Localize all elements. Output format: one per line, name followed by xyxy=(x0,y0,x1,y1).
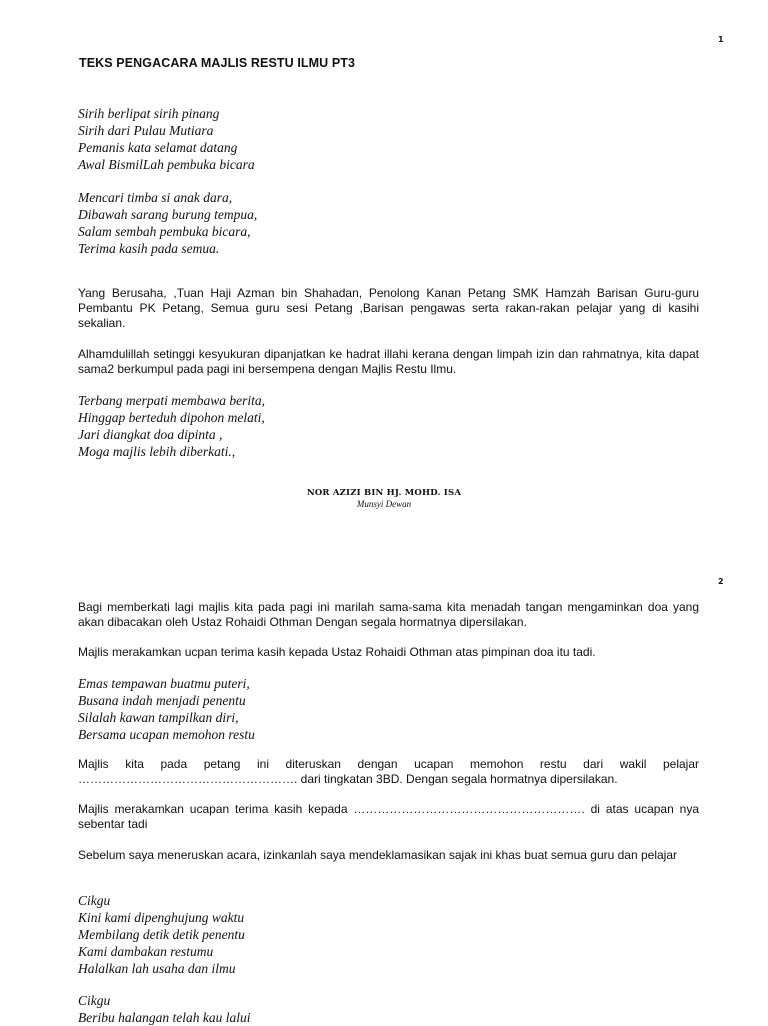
verse-line: Silalah kawan tampilkan diri, xyxy=(78,710,239,725)
verse-line: Pemanis kata selamat datang xyxy=(78,140,238,155)
verse-line: Kini kami dipenghujung waktu xyxy=(78,910,245,925)
thanks-ustaz-paragraph: Majlis merakamkan ucpan terima kasih kepada Ustaz Rohaidi Othman atas pimpinan doa itu tadi. xyxy=(78,645,596,659)
student-speech-paragraph: Majlis kita pada petang ini diteruskan dengan ucapan memohon restu dari wakil pelajar ………………………………………………. dari tingkatan 3BD. Dengan segala hormatnya dipersilakan. xyxy=(78,757,699,786)
verse-line: Bersama ucapan memohon restu xyxy=(78,727,255,742)
verse-line: Terima kasih pada semua. xyxy=(78,241,220,256)
doa-paragraph: Bagi memberkati lagi majlis kita pada pagi ini marilah sama-sama kita menadah tangan mengaminkan doa yang akan dibacakan oleh Ustaz Rohaidi Othman Dengan segala hormatnya dipersilakan. xyxy=(78,600,699,629)
verse-line: Busana indah menjadi penentu xyxy=(78,693,246,708)
verse-line: Cikgu xyxy=(78,893,111,908)
verse-line: Hinggap berteduh dipohon melati, xyxy=(78,410,265,425)
verse-line: Awal BismilLah pembuka bicara xyxy=(78,157,255,172)
verse-line: Terbang merpati membawa berita, xyxy=(78,393,266,408)
verse-line: Sirih berlipat sirih pinang xyxy=(78,106,220,121)
verse-line: Kami dambakan restumu xyxy=(78,944,214,959)
thanks-student-paragraph: Majlis merakamkan ucapan terima kasih kepada …………………………………………………. di atas ucapan nya sebentar tadi xyxy=(78,802,699,831)
verse-line: Emas tempawan buatmu puteri, xyxy=(78,676,250,691)
salutation-paragraph: Yang Berusaha, ,Tuan Haji Azman bin Shahadan, Penolong Kanan Petang SMK Hamzah Barisan Guru-guru Pembantu PK Petang, Semua guru sesi Petang ,Barisan pengawas serta rakan-rakan pelajar yang di kasihi sekalian. xyxy=(78,286,699,330)
signature-name: NOR AZIZI BIN HJ. MOHD. ISA xyxy=(306,488,462,498)
sajak-intro-paragraph: Sebelum saya meneruskan acara, izinkanlah saya mendeklamasikan sajak ini khas buat semua guru dan pelajar xyxy=(78,848,678,862)
verse-line: Halalkan lah usaha dan ilmu xyxy=(78,961,236,976)
page-number: 1 xyxy=(718,35,724,44)
pantun-opening xyxy=(78,105,255,173)
signature-block xyxy=(0,488,768,509)
verse-line: Sirih dari Pulau Mutiara xyxy=(78,123,214,138)
verse-line: Beribu halangan telah kau lalui xyxy=(78,1010,251,1025)
verse-line: Cikgu xyxy=(78,993,111,1008)
verse-line: Dibawah sarang burung tempua, xyxy=(78,207,258,222)
signature-role: Munsyi Dewan xyxy=(356,499,412,509)
page-number: 2 xyxy=(718,577,724,586)
verse-line: Moga majlis lebih diberkati., xyxy=(78,444,236,459)
verse-line: Salam sembah pembuka bicara, xyxy=(78,224,251,239)
pantun-invite xyxy=(78,675,255,743)
sajak-stanza xyxy=(78,992,250,1026)
verse-line: Mencari timba si anak dara, xyxy=(78,190,233,205)
sajak-stanza xyxy=(78,892,245,977)
pantun-prayer xyxy=(78,392,265,460)
gratitude-paragraph: Alhamdulillah setinggi kesyukuran dipanjatkan ke hadrat illahi kerana dengan limpah izin dan rahmatnya, kita dapat sama2 berkumpul pada pagi ini bersempena dengan Majlis Restu Ilmu. xyxy=(78,347,699,376)
pantun-greeting xyxy=(78,189,257,257)
document-title: TEKS PENGACARA MAJLIS RESTU ILMU PT3 xyxy=(79,56,356,70)
verse-line: Membilang detik detik penentu xyxy=(78,927,245,942)
verse-line: Jari diangkat doa dipinta , xyxy=(78,427,223,442)
